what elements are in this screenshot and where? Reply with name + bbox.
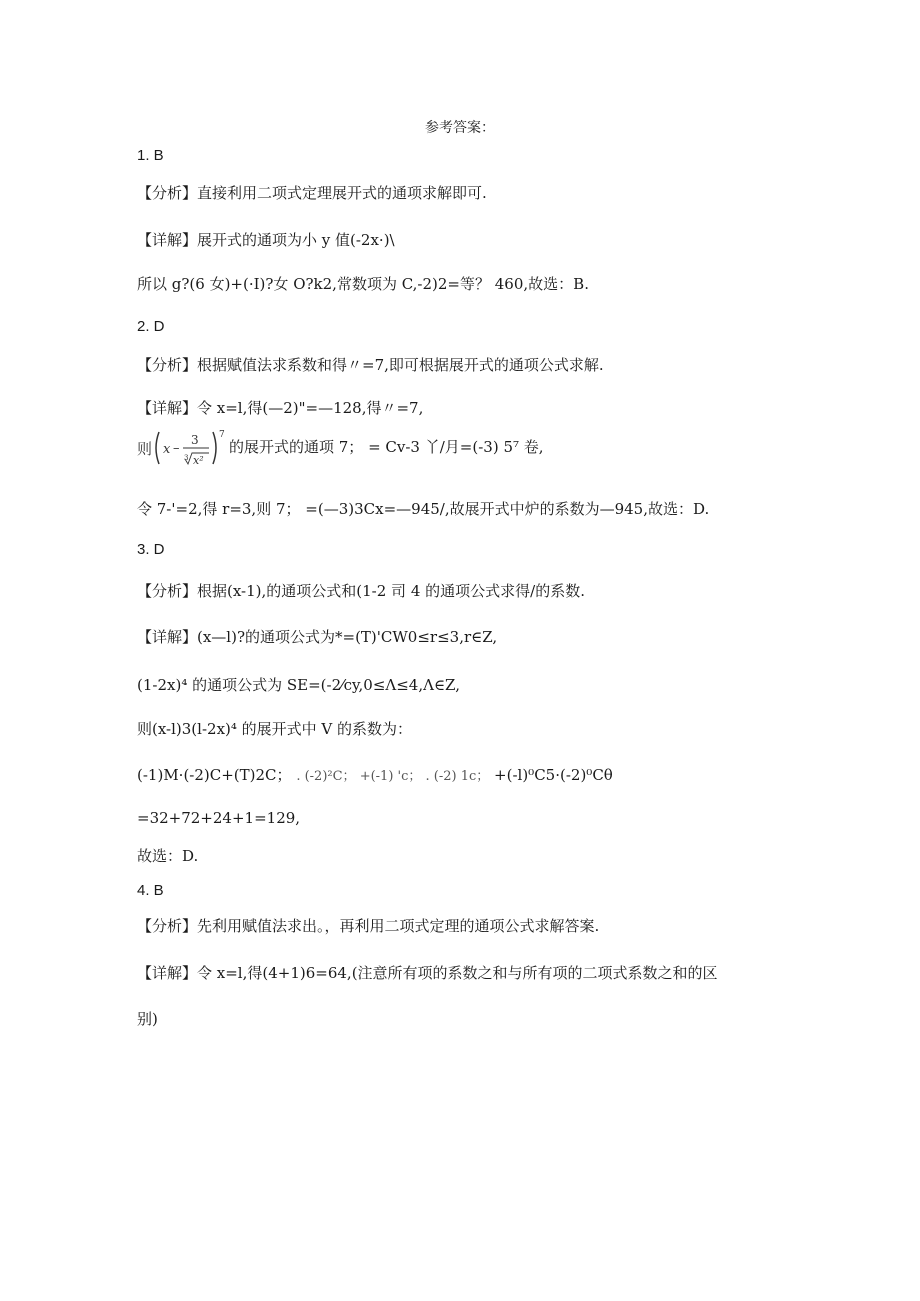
q1-number: 1. B xyxy=(137,147,164,164)
svg-text:–: – xyxy=(173,441,180,456)
q2-conclusion: 令 7-'=2,得 r=3,则 7； =(—3)3Cx=—945/,故展开式中炉的系数为—945,故选：D. xyxy=(137,500,710,518)
formula-prefix: 则 xyxy=(137,440,153,458)
q3-coefficient-expression xyxy=(137,764,613,788)
q2-formula-line xyxy=(135,425,544,470)
q3-analysis: 【分析】根据(x-1),的通项公式和(1-2 司 4 的通项公式求得/的系数. xyxy=(137,582,585,600)
page-title: 参考答案： xyxy=(425,120,495,136)
q4-analysis: 【分析】先利用赋值法求出。，再利用二项式定理的通项公式求解答案. xyxy=(137,917,600,935)
q3-term-formula: (1-2x)⁴ 的通项公式为 SE=(-2⁄cy,0≤Λ≤4,Λ∈Z, xyxy=(137,676,460,694)
q1-conclusion: 所以 g?(6 女)+(·I)?女 O?k2,常数项为 C,-2)2=等？ 460,故选：B. xyxy=(137,275,589,293)
formula-root-index: 3 xyxy=(184,454,189,462)
formula-numerator: 3 xyxy=(191,433,199,447)
q3-coefficient-intro: 则(x-l)3(l-2x)⁴ 的展开式中 V 的系数为： xyxy=(137,720,413,738)
q2-number: 2. D xyxy=(137,318,165,335)
q2-general-term: 的展开式的通项 7； = Cv-3 丫/月=(-3) 5⁷ 卷, xyxy=(229,438,544,456)
q1-analysis: 【分析】直接利用二项式定理展开式的通项求解即可. xyxy=(137,184,487,202)
q3-detail: 【详解】(x—l)?的通项公式为*=(T)'CW0≤r≤3,r∈Z, xyxy=(137,628,498,646)
q3-answer: 故选：D. xyxy=(137,847,199,865)
q3-expression-part-a: (-1)M·(-2)C+(T)2C； xyxy=(137,766,292,784)
q4-detail-continued: 别) xyxy=(137,1010,158,1028)
formula-denominator: x² xyxy=(193,454,204,467)
q3-number: 3. D xyxy=(137,541,165,558)
q2-detail: 【详解】令 x=l,得(—2)"=—128,得〃=7, xyxy=(137,399,424,417)
q4-number: 4. B xyxy=(137,882,164,899)
binomial-formula-image xyxy=(135,426,227,470)
q3-sum: =32+72+24+1=129, xyxy=(137,809,301,827)
q2-analysis: 【分析】根据赋值法求系数和得〃=7,即可根据展开式的通项公式求解. xyxy=(137,356,604,374)
formula-power: 7 xyxy=(219,430,225,440)
q1-detail: 【详解】展开式的通项为小 y 值(-2x·)\ xyxy=(137,231,395,249)
q3-expression-part-c: +(-l)⁰C5·(-2)⁰Cθ xyxy=(494,766,613,784)
q3-expression-part-b: . (-2)²C； +(-1) 'c； . (-2) 1c； xyxy=(296,769,490,784)
q4-detail: 【详解】令 x=l,得(4+1)6=64,(注意所有项的系数之和与所有项的二项式系数之和的区 xyxy=(137,964,718,982)
formula-x: x xyxy=(163,442,171,457)
